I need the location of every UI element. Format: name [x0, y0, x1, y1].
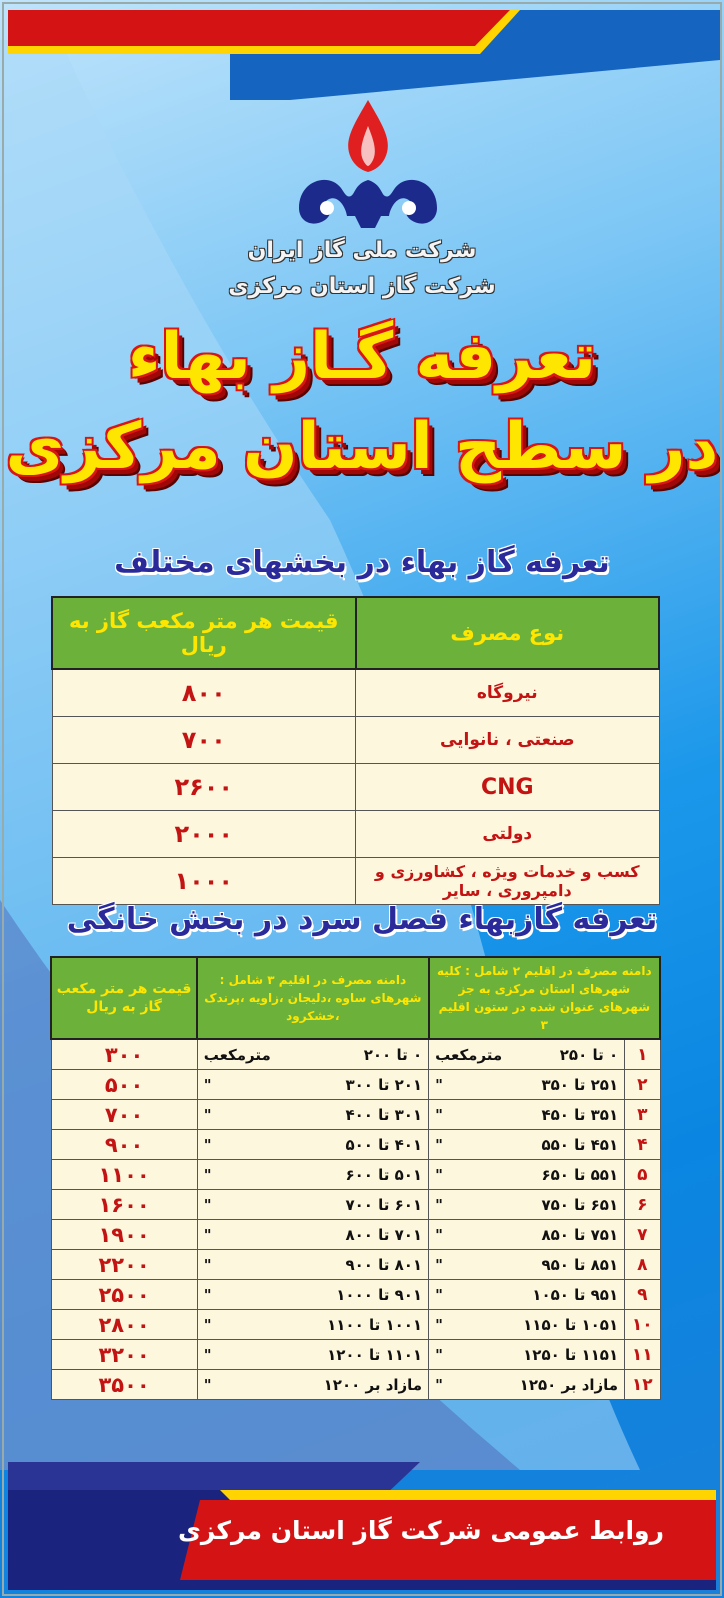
climate2-unit: " — [435, 1285, 443, 1304]
page-title-line1: تعرفه گـاز بهاء — [127, 320, 597, 394]
climate3-unit: " — [203, 1195, 212, 1214]
climate2-range-cell — [429, 1190, 625, 1220]
usage-type-cell: نیروگاه — [356, 669, 660, 717]
table-row — [51, 1220, 660, 1250]
climate3-unit: " — [203, 1165, 212, 1184]
price-cell: ۱۶۰۰ — [51, 1190, 197, 1220]
sector-table-heading: تعرفه گاز بهاء در بخشهای مختلف — [114, 545, 610, 580]
household-table-body — [51, 1039, 660, 1400]
price-cell: ۱۹۰۰ — [51, 1220, 197, 1250]
climate2-unit: " — [435, 1165, 443, 1184]
usage-type-cell: دولتی — [356, 811, 660, 858]
climate3-range-cell — [197, 1130, 428, 1160]
climate3-range: ۱۱۰۱ تا ۱۲۰۰ — [327, 1345, 423, 1364]
climate3-range: مازاد بر ۱۲۰۰ — [323, 1375, 423, 1394]
org-branch: شرکت گاز استان مرکزی — [228, 274, 496, 299]
table-row — [52, 858, 659, 905]
table-row — [52, 717, 659, 764]
climate2-range: ۷۵۱ تا ۸۵۰ — [541, 1225, 619, 1244]
climate3-range-cell — [197, 1070, 428, 1100]
table-header-row — [51, 957, 660, 1039]
row-number-cell: ۱ — [625, 1039, 660, 1070]
row-number-cell: ۳ — [625, 1100, 660, 1130]
climate2-range-cell — [429, 1070, 625, 1100]
price-cell: ۱۱۰۰ — [51, 1160, 197, 1190]
climate2-range: ۵۵۱ تا ۶۵۰ — [541, 1165, 619, 1184]
climate2-unit: " — [435, 1345, 443, 1364]
climate2-range: ۳۵۱ تا ۴۵۰ — [541, 1105, 619, 1124]
price-cell: ۷۰۰ — [51, 1100, 197, 1130]
price-cell: ۳۵۰۰ — [51, 1370, 197, 1400]
price-cell: ۲۵۰۰ — [51, 1280, 197, 1310]
table-row — [52, 764, 659, 811]
climate2-unit: " — [435, 1375, 443, 1394]
price-cell: ۷۰۰ — [52, 717, 356, 764]
climate2-range: ۱۰۵۱ تا ۱۱۵۰ — [523, 1315, 619, 1334]
table-row — [51, 1100, 660, 1130]
row-number-cell: ۷ — [625, 1220, 660, 1250]
climate3-range: ۰ تا ۲۰۰ — [363, 1045, 423, 1064]
row-number-cell: ۱۰ — [625, 1310, 660, 1340]
row-number-cell: ۴ — [625, 1130, 660, 1160]
climate2-range-cell — [429, 1160, 625, 1190]
usage-type-cell: کسب و خدمات ویژه ، کشاورزی و دامپروری ، سایر — [356, 858, 660, 905]
price-cell: ۳۰۰ — [51, 1039, 197, 1070]
price-cell: ۱۰۰۰ — [52, 858, 356, 905]
climate3-unit: " — [203, 1075, 212, 1094]
climate2-range-cell — [429, 1220, 625, 1250]
climate3-range: ۷۰۱ تا ۸۰۰ — [345, 1225, 423, 1244]
climate3-range: ۲۰۱ تا ۳۰۰ — [345, 1075, 423, 1094]
climate2-range-cell — [429, 1310, 625, 1340]
climate3-range-cell — [197, 1340, 428, 1370]
climate3-unit: " — [203, 1375, 212, 1394]
climate3-range: ۶۰۱ تا ۷۰۰ — [345, 1195, 423, 1214]
price-cell: ۵۰۰ — [51, 1070, 197, 1100]
climate3-range-cell — [197, 1250, 428, 1280]
row-number-cell: ۱۲ — [625, 1370, 660, 1400]
price-cell: ۸۰۰ — [52, 669, 356, 717]
table-row — [51, 1310, 660, 1340]
table-row — [51, 1370, 660, 1400]
table-row — [52, 811, 659, 858]
climate3-unit: " — [203, 1285, 212, 1304]
price-cell: ۳۲۰۰ — [51, 1340, 197, 1370]
climate2-range-cell — [429, 1340, 625, 1370]
table-row — [51, 1190, 660, 1220]
climate3-range-cell — [197, 1160, 428, 1190]
column-header-climate2: دامنه مصرف در اقلیم ۲ شامل : کلیه شهرهای استان مرکزی به جز شهرهای عنوان شده در ستون اقلیم ۳ — [429, 957, 660, 1039]
table-row — [51, 1039, 660, 1070]
climate2-range-cell — [429, 1370, 625, 1400]
table-row — [51, 1070, 660, 1100]
national-iranian-gas-company-flame-logo — [293, 96, 443, 231]
table-row — [51, 1130, 660, 1160]
footer-text: روابط عمومی شرکت گاز استان مرکزی — [177, 1516, 664, 1545]
climate2-unit: " — [435, 1075, 443, 1094]
table-row — [51, 1160, 660, 1190]
table-header-row — [52, 597, 659, 669]
climate3-unit: " — [203, 1345, 212, 1364]
column-header-climate3: دامنه مصرف در اقلیم ۳ شامل : شهرهای ساوه ،دلیجان ،زاویه ،پرندک ،خشکرود — [197, 957, 428, 1039]
page-title-line2: در سطح استان مرکزی — [5, 410, 719, 484]
climate2-unit: " — [435, 1225, 443, 1244]
climate2-unit: مترمکعب — [435, 1045, 503, 1064]
climate2-unit: " — [435, 1255, 443, 1274]
row-number-cell: ۶ — [625, 1190, 660, 1220]
climate2-range: ۱۱۵۱ تا ۱۲۵۰ — [523, 1345, 619, 1364]
column-header-price: قیمت هر متر مکعب گاز به ریال — [52, 597, 356, 669]
climate3-range-cell — [197, 1190, 428, 1220]
climate2-range-cell — [429, 1100, 625, 1130]
climate3-range: ۱۰۰۱ تا ۱۱۰۰ — [327, 1315, 423, 1334]
table-row — [51, 1280, 660, 1310]
row-number-cell: ۵ — [625, 1160, 660, 1190]
price-cell: ۲۸۰۰ — [51, 1310, 197, 1340]
climate3-range: ۸۰۱ تا ۹۰۰ — [345, 1255, 423, 1274]
column-header-usage-type: نوع مصرف — [356, 597, 660, 669]
climate2-range-cell — [429, 1039, 625, 1070]
usage-type-cell: صنعتی ، نانوایی — [356, 717, 660, 764]
table-row — [51, 1340, 660, 1370]
climate3-range-cell — [197, 1100, 428, 1130]
org-name: شرکت ملی گاز ایران — [247, 238, 477, 263]
climate2-unit: " — [435, 1105, 443, 1124]
climate3-range-cell — [197, 1220, 428, 1250]
climate2-unit: " — [435, 1135, 443, 1154]
climate3-unit: مترمکعب — [203, 1045, 271, 1064]
row-number-cell: ۲ — [625, 1070, 660, 1100]
climate3-unit: " — [203, 1105, 212, 1124]
climate2-range: ۲۵۱ تا ۳۵۰ — [541, 1075, 619, 1094]
climate3-unit: " — [203, 1255, 212, 1274]
climate2-range-cell — [429, 1130, 625, 1160]
household-tariff-table — [50, 956, 661, 1400]
price-cell: ۲۶۰۰ — [52, 764, 356, 811]
climate2-range: ۸۵۱ تا ۹۵۰ — [541, 1255, 619, 1274]
household-table-heading: تعرفه گازبهاء فصل سرد در بخش خانگی — [66, 902, 658, 937]
sector-tariff-table — [51, 596, 660, 905]
climate2-range-cell — [429, 1250, 625, 1280]
climate2-range: ۶۵۱ تا ۷۵۰ — [541, 1195, 619, 1214]
table-row — [52, 669, 659, 717]
climate2-range: مازاد بر ۱۲۵۰ — [519, 1375, 619, 1394]
climate3-unit: " — [203, 1315, 212, 1334]
row-number-cell: ۱۱ — [625, 1340, 660, 1370]
climate3-range: ۳۰۱ تا ۴۰۰ — [345, 1105, 423, 1124]
climate3-range-cell — [197, 1280, 428, 1310]
usage-type-cell: CNG — [356, 764, 660, 811]
price-cell: ۲۲۰۰ — [51, 1250, 197, 1280]
row-number-cell: ۸ — [625, 1250, 660, 1280]
table-row — [51, 1250, 660, 1280]
climate3-range: ۹۰۱ تا ۱۰۰۰ — [336, 1285, 423, 1304]
climate3-range: ۴۰۱ تا ۵۰۰ — [345, 1135, 423, 1154]
climate3-range-cell — [197, 1370, 428, 1400]
price-cell: ۹۰۰ — [51, 1130, 197, 1160]
price-cell: ۲۰۰۰ — [52, 811, 356, 858]
climate2-range: ۴۵۱ تا ۵۵۰ — [541, 1135, 619, 1154]
row-number-cell: ۹ — [625, 1280, 660, 1310]
climate2-range: ۹۵۱ تا ۱۰۵۰ — [532, 1285, 619, 1304]
climate2-range-cell — [429, 1280, 625, 1310]
climate3-range-cell — [197, 1039, 428, 1070]
climate3-unit: " — [203, 1225, 212, 1244]
climate2-range: ۰ تا ۲۵۰ — [559, 1045, 619, 1064]
climate3-range: ۵۰۱ تا ۶۰۰ — [345, 1165, 423, 1184]
climate3-range-cell — [197, 1310, 428, 1340]
climate3-unit: " — [203, 1135, 212, 1154]
column-header-price: قیمت هر متر مکعب گاز به ریال — [51, 957, 197, 1039]
climate2-unit: " — [435, 1195, 443, 1214]
climate2-unit: " — [435, 1315, 443, 1334]
